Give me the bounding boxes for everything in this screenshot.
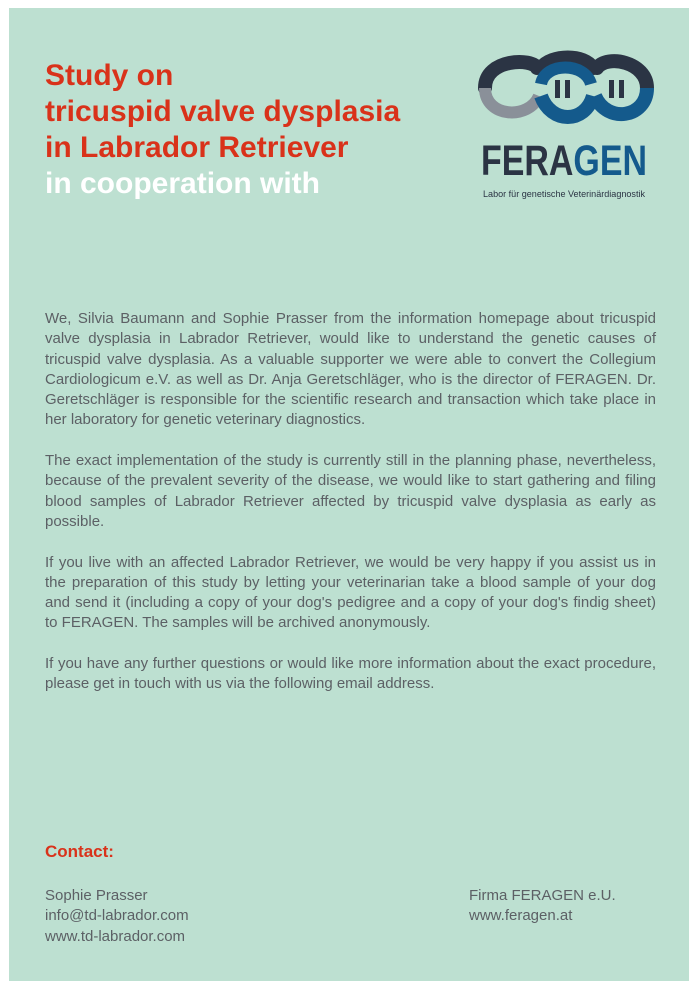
contact-person [45, 886, 189, 947]
logo-wordmark-part-2: GEN [573, 137, 667, 185]
company-name: Firma FERAGEN e.U. [469, 887, 616, 904]
dna-helix-icon [485, 58, 647, 118]
page-subtitle: in cooperation with [45, 167, 320, 200]
page-title [45, 58, 400, 202]
title-line-2: tricuspid valve dysplasia [45, 95, 401, 128]
flyer-page [9, 8, 689, 981]
title-line-1: Study on [45, 59, 174, 92]
paragraph-4: If you have any further questions or would like more information about the exact procedure, please get in touch with us via the following email address. [45, 655, 656, 693]
contact-heading: Contact: [45, 842, 114, 861]
paragraph-3: If you live with an affected Labrador Retriever, we would be very happy if you assist us in the preparation of this study by letting your veterinarian take a blood sample of your dog and send it (including a copy of your dog's pedigree and a copy of your dog's findig sheet) to FERAGEN. The samples will be archived anonymously. [45, 553, 656, 632]
body-text [45, 309, 656, 715]
logo-tagline: Labor für genetische Veterinärdiagnostik [483, 189, 646, 199]
contact-company [469, 886, 616, 927]
feragen-logo [481, 48, 667, 204]
contact-name: Sophie Prasser [45, 887, 148, 904]
paragraph-2: The exact implementation of the study is currently still in the planning phase, nevertheless, because of the prevalent severity of the disease, we would like to start gathering and filing blood samples of Labrador Retriever affected by tricuspid valve dysplasia as early as possible. [45, 452, 656, 530]
logo-wordmark [481, 137, 667, 185]
company-website-link[interactable]: www.feragen.at [469, 907, 573, 925]
contact-email-link[interactable]: info@td-labrador.com [45, 907, 189, 925]
paragraph-1: We, Silvia Baumann and Sophie Prasser from the information homepage about tricuspid valve dysplasia in Labrador Retriever, would like to understand the genetic causes of tricuspid valve dysplasia. As a valuable supporter we were able to convert the Collegium Cardiologicum e.V. as well as Dr. Anja Geretschläger, who is the director of FERAGEN. Dr. Geretschläger is responsible for the scientific research and transaction which take place in her laboratory for genetic veterinary diagnostics. [45, 310, 656, 429]
title-line-3: in Labrador Retriever [45, 131, 349, 164]
contact-website-link[interactable]: www.td-labrador.com [45, 927, 186, 945]
logo-wordmark-part-1: FERA [481, 137, 599, 185]
